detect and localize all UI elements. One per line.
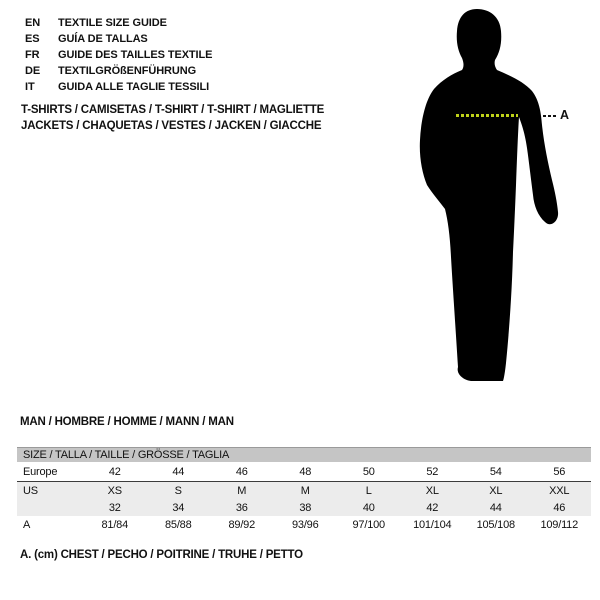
language-label: GUÍA DE TALLAS <box>58 33 148 45</box>
language-row-fr <box>25 47 212 63</box>
table-cell: 32 <box>108 501 121 514</box>
measure-leader-dash-line <box>543 115 558 117</box>
table-cell: 93/96 <box>291 518 319 531</box>
table-cell: 52 <box>426 465 439 478</box>
table-cell: 54 <box>489 465 502 478</box>
table-cell: 42 <box>426 501 439 514</box>
table-cell: XS <box>107 484 122 497</box>
language-code: EN <box>25 17 41 29</box>
table-cell: 97/100 <box>352 518 385 531</box>
table-cell: 46 <box>235 465 248 478</box>
table-cell: L <box>365 484 372 497</box>
row-label: US <box>23 484 38 497</box>
table-cell: 85/88 <box>164 518 192 531</box>
size-table-header: SIZE / TALLA / TAILLE / GRÖSSE / TAGLIA <box>17 447 591 462</box>
size-table <box>17 447 591 533</box>
table-cell: 109/112 <box>540 518 579 531</box>
language-row-it <box>25 79 212 95</box>
table-cell: 44 <box>172 465 185 478</box>
language-code: FR <box>25 49 40 61</box>
table-cell: 56 <box>553 465 566 478</box>
table-cell: 81/84 <box>101 518 129 531</box>
table-cell: S <box>174 484 182 497</box>
table-row-chest-a <box>17 516 591 533</box>
table-cell: 44 <box>489 501 502 514</box>
table-cell: 38 <box>299 501 312 514</box>
language-guide-list <box>25 15 212 95</box>
section-title-man: MAN / HOMBRE / HOMME / MANN / MAN <box>20 416 234 428</box>
language-row-de <box>25 63 212 79</box>
man-silhouette <box>395 0 575 400</box>
table-cell: 48 <box>299 465 312 478</box>
table-cell: M <box>300 484 310 497</box>
category-line-jackets: JACKETS / CHAQUETAS / VESTES / JACKEN / GIACCHE <box>21 120 322 132</box>
table-cell: 42 <box>108 465 121 478</box>
language-label: TEXTILE SIZE GUIDE <box>58 17 167 29</box>
table-cell: XL <box>489 484 503 497</box>
measure-label-a: A <box>560 108 570 122</box>
language-label: GUIDE DES TAILLES TEXTILE <box>58 49 213 61</box>
table-cell: 101/104 <box>413 518 452 531</box>
row-label: Europe <box>23 465 58 478</box>
chest-measure-dash-line <box>456 114 518 117</box>
language-code: ES <box>25 33 40 45</box>
language-label: GUIDA ALLE TAGLIE TESSILI <box>58 81 210 93</box>
table-cell: M <box>237 484 247 497</box>
category-line-tshirts: T-SHIRTS / CAMISETAS / T-SHIRT / T-SHIRT / MAGLIETTE <box>21 104 325 116</box>
garment-categories <box>21 102 324 134</box>
language-row-es <box>25 31 212 47</box>
table-cell: 36 <box>235 501 248 514</box>
table-row-numeric <box>17 499 591 516</box>
language-code: DE <box>25 65 41 77</box>
table-cell: 40 <box>362 501 375 514</box>
language-label: TEXTILGRÖßENFÜHRUNG <box>58 65 197 77</box>
language-code: IT <box>25 81 35 93</box>
table-cell: 50 <box>362 465 375 478</box>
measurement-footnote: A. (cm) CHEST / PECHO / POITRINE / TRUHE / PETTO <box>20 549 303 561</box>
table-cell: XXL <box>549 484 570 497</box>
table-cell: 46 <box>553 501 566 514</box>
table-row-europe <box>17 462 591 481</box>
language-row-en <box>25 15 212 31</box>
table-cell: 105/108 <box>476 518 515 531</box>
table-cell: 34 <box>172 501 185 514</box>
row-label: A <box>23 518 31 531</box>
table-cell: 89/92 <box>228 518 256 531</box>
table-cell: XL <box>425 484 439 497</box>
table-row-us <box>17 481 591 499</box>
